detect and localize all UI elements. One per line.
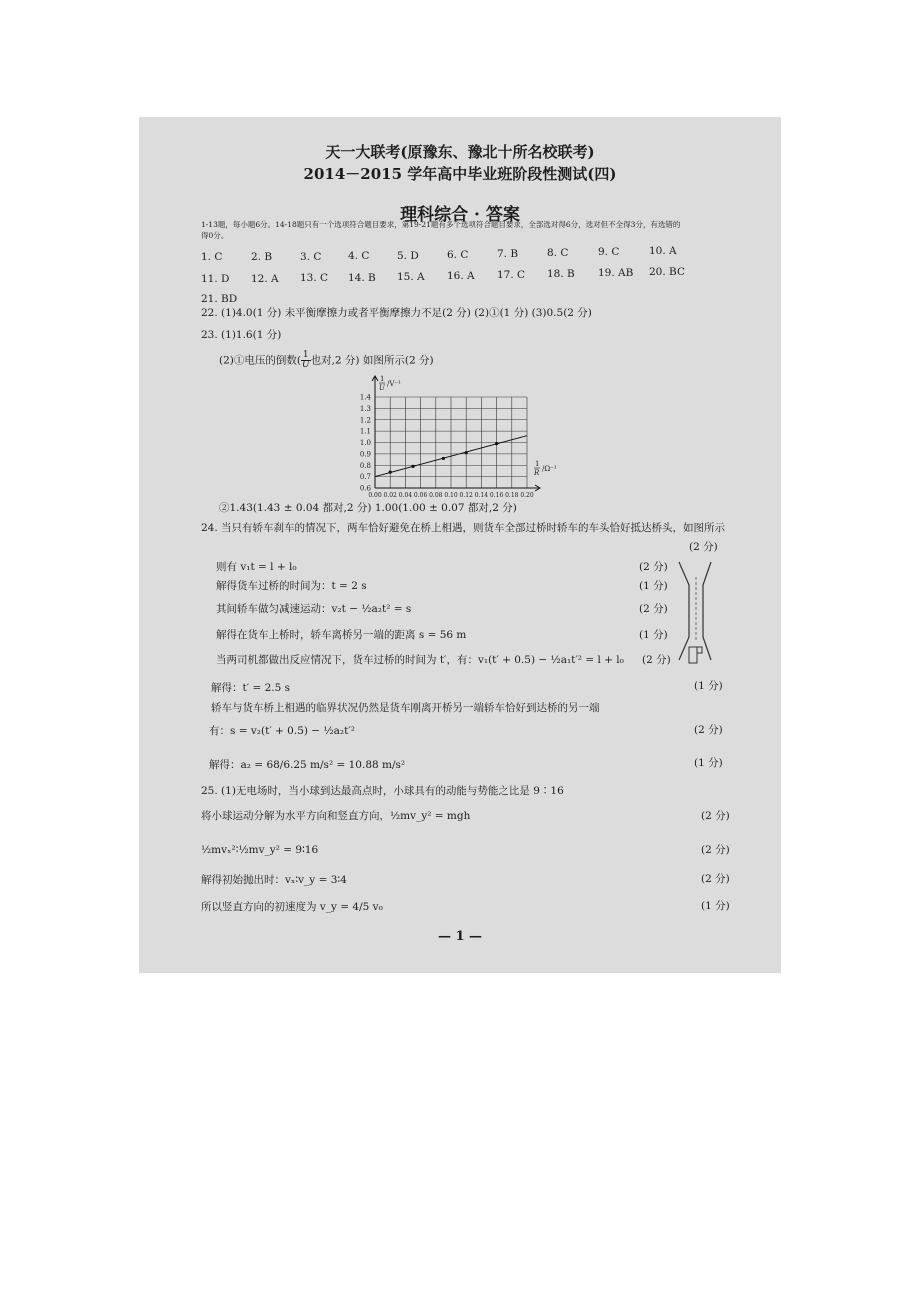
- q24-score: (2 分): [639, 603, 668, 615]
- q24-intro-score: (2 分): [689, 541, 718, 553]
- q24-score: (1 分): [694, 757, 723, 769]
- data-point: [411, 465, 414, 468]
- x-tick-label: 0.18: [505, 492, 519, 499]
- q25-line: 所以竖直方向的初速度为 v_y = 4/5 v₀: [201, 901, 383, 913]
- q23-text-a: (2)①电压的倒数(: [219, 354, 301, 367]
- mc-answer: 8. C: [547, 247, 569, 259]
- x-tick-label: 0.00: [368, 492, 382, 499]
- page-number: — 1 —: [437, 929, 483, 944]
- q25-score: (2 分): [701, 873, 730, 885]
- header-line-2: 2014－2015 学年高中毕业班阶段性测试(四): [303, 165, 617, 183]
- q25-score: (2 分): [701, 844, 730, 856]
- q23-text-b: 也对,2 分) 如图所示(2 分): [310, 354, 434, 367]
- q25-score: (1 分): [701, 900, 730, 912]
- data-point: [465, 451, 468, 454]
- x-label-denominator: R: [534, 469, 540, 477]
- x-tick-label: 0.04: [398, 492, 413, 499]
- frac-numerator: 1: [302, 350, 309, 360]
- q24-line: 解得：a₂ = 68/6.25 m/s² = 10.88 m/s²: [209, 759, 406, 771]
- q24-line: 轿车与货车桥上相遇的临界状况仍然是货车刚离开桥另一端轿车恰好到达桥的另一端: [211, 702, 600, 714]
- q24-score: (1 分): [639, 580, 668, 592]
- y-tick-label: 1.3: [359, 404, 371, 413]
- mc-answer: 13. C: [300, 272, 329, 284]
- bridge-diagram: [671, 557, 721, 672]
- mc-answer: 6. C: [447, 249, 469, 261]
- q24-line: 解得在货车上桥时，轿车离桥另一端的距离 s = 56 m: [216, 629, 467, 641]
- q23-line-2: [219, 351, 434, 370]
- q25-line: 将小球运动分解为水平方向和竖直方向，½mv_y² = mgh: [201, 810, 471, 822]
- x-tick-label: 0.02: [383, 492, 397, 499]
- y-tick-label: 1.4: [359, 393, 371, 402]
- mc-answer: 21. BD: [201, 293, 238, 305]
- data-point: [442, 457, 445, 460]
- mc-answer: 20. BC: [649, 266, 685, 278]
- mc-answer: 11. D: [201, 273, 230, 285]
- header-line-1: 天一大联考(原豫东、豫北十所名校联考): [325, 143, 595, 161]
- x-tick-label: 0.20: [520, 492, 534, 499]
- q25-line: 解得初始抛出时：vₓ∶v_y = 3∶4: [201, 874, 347, 886]
- q24-score: (2 分): [694, 724, 723, 736]
- y-tick-label: 1.1: [359, 427, 371, 436]
- x-tick-label: 0.14: [474, 492, 489, 499]
- mc-answer: 4. C: [348, 250, 370, 262]
- q25-score: (2 分): [701, 810, 730, 822]
- x-tick-label: 0.12: [459, 492, 473, 499]
- mc-answer: 18. B: [547, 268, 575, 280]
- instructions-line-2: 得0分。: [201, 231, 229, 240]
- q24-score: (2 分): [639, 561, 668, 573]
- mc-answer: 2. B: [251, 251, 273, 263]
- q24-line: 当两司机都做出反应情况下，货车过桥的时间为 t′，有：v₁(t′ + 0.5) − ½a₁t′² = l + l₀: [216, 654, 624, 666]
- q24-score: (2 分): [642, 654, 671, 666]
- instructions-line-1: 1-13题，每小题6分。14-18题只有一个选项符合题目要求，第19-21题有多个选项符合题目要求，全部选对得6分，选对但不全得3分，有选错的: [201, 220, 681, 229]
- mc-answer: 19. AB: [598, 267, 634, 279]
- y-tick-label: 0.8: [359, 461, 371, 470]
- x-tick-label: 0.10: [444, 492, 458, 499]
- data-point: [495, 442, 498, 445]
- q24-line: 有：s = v₂(t′ + 0.5) − ½a₂t′²: [209, 725, 355, 737]
- q24-intro: 24. 当只有轿车刹车的情况下，两车恰好避免在桥上相遇，则货车全部过桥时轿车的车头恰好抵达桥头，如图所示: [201, 522, 726, 534]
- q24-line: 其间轿车做匀减速运动：v₂t − ½a₂t² = s: [216, 603, 412, 615]
- q24-line: 则有 v₁t = l + l₀: [216, 561, 297, 573]
- voltage-reciprocal-chart: [344, 375, 584, 505]
- q24-score: (1 分): [694, 680, 723, 692]
- y-tick-label: 0.6: [359, 484, 371, 493]
- mc-answer: 15. A: [397, 271, 425, 283]
- x-tick-label: 0.16: [489, 492, 504, 499]
- x-tick-label: 0.06: [413, 492, 428, 499]
- y-label-denominator: U: [379, 384, 385, 392]
- mc-answer: 9. C: [598, 246, 620, 258]
- q23-line-3: ②1.43(1.43 ± 0.04 都对,2 分) 1.00(1.00 ± 0.07 都对,2 分): [219, 502, 517, 514]
- q23-line-1: 23. (1)1.6(1 分): [201, 329, 282, 341]
- q25-line: ½mvₓ²∶½mv_y² = 9∶16: [201, 844, 319, 856]
- mc-answer: 12. A: [251, 273, 279, 285]
- mc-answer: 17. C: [497, 269, 526, 281]
- x-label-numerator: 1: [535, 460, 540, 468]
- mc-answer: 14. B: [348, 272, 376, 284]
- mc-answer: 7. B: [497, 248, 519, 260]
- q24-score: (1 分): [639, 629, 668, 641]
- y-tick-label: 0.9: [359, 450, 371, 459]
- y-label-unit: /V⁻¹: [387, 380, 401, 388]
- y-tick-label: 0.7: [359, 473, 371, 482]
- x-tick-label: 0.08: [429, 492, 443, 499]
- scanned-answer-sheet: [139, 117, 781, 973]
- x-label-unit: /Ω⁻¹: [542, 465, 557, 473]
- fraction-1-over-u: [301, 351, 311, 370]
- data-point: [389, 470, 392, 473]
- mc-answer: 10. A: [649, 245, 677, 257]
- mc-answer: 16. A: [447, 270, 475, 282]
- q22-answer: 22. (1)4.0(1 分) 未平衡摩擦力或者平衡摩擦力不足(2 分) (2)①(1 分) (3)0.5(2 分): [201, 307, 592, 319]
- frac-denominator: U: [301, 360, 310, 370]
- mc-answer: 3. C: [300, 251, 322, 263]
- q24-line: 解得：t′ = 2.5 s: [211, 682, 291, 694]
- y-tick-label: 1.0: [359, 439, 371, 447]
- page-title: 理科综合 · 答案: [400, 205, 520, 225]
- y-tick-label: 1.2: [359, 416, 371, 425]
- y-label-numerator: 1: [380, 375, 385, 383]
- mc-answer: 5. D: [397, 250, 419, 262]
- q24-line: 解得货车过桥的时间为：t = 2 s: [216, 580, 367, 592]
- mc-answer: 1. C: [201, 251, 223, 263]
- q25-line: 25. (1)无电场时，当小球到达最高点时，小球具有的动能与势能之比是 9∶16: [201, 785, 564, 797]
